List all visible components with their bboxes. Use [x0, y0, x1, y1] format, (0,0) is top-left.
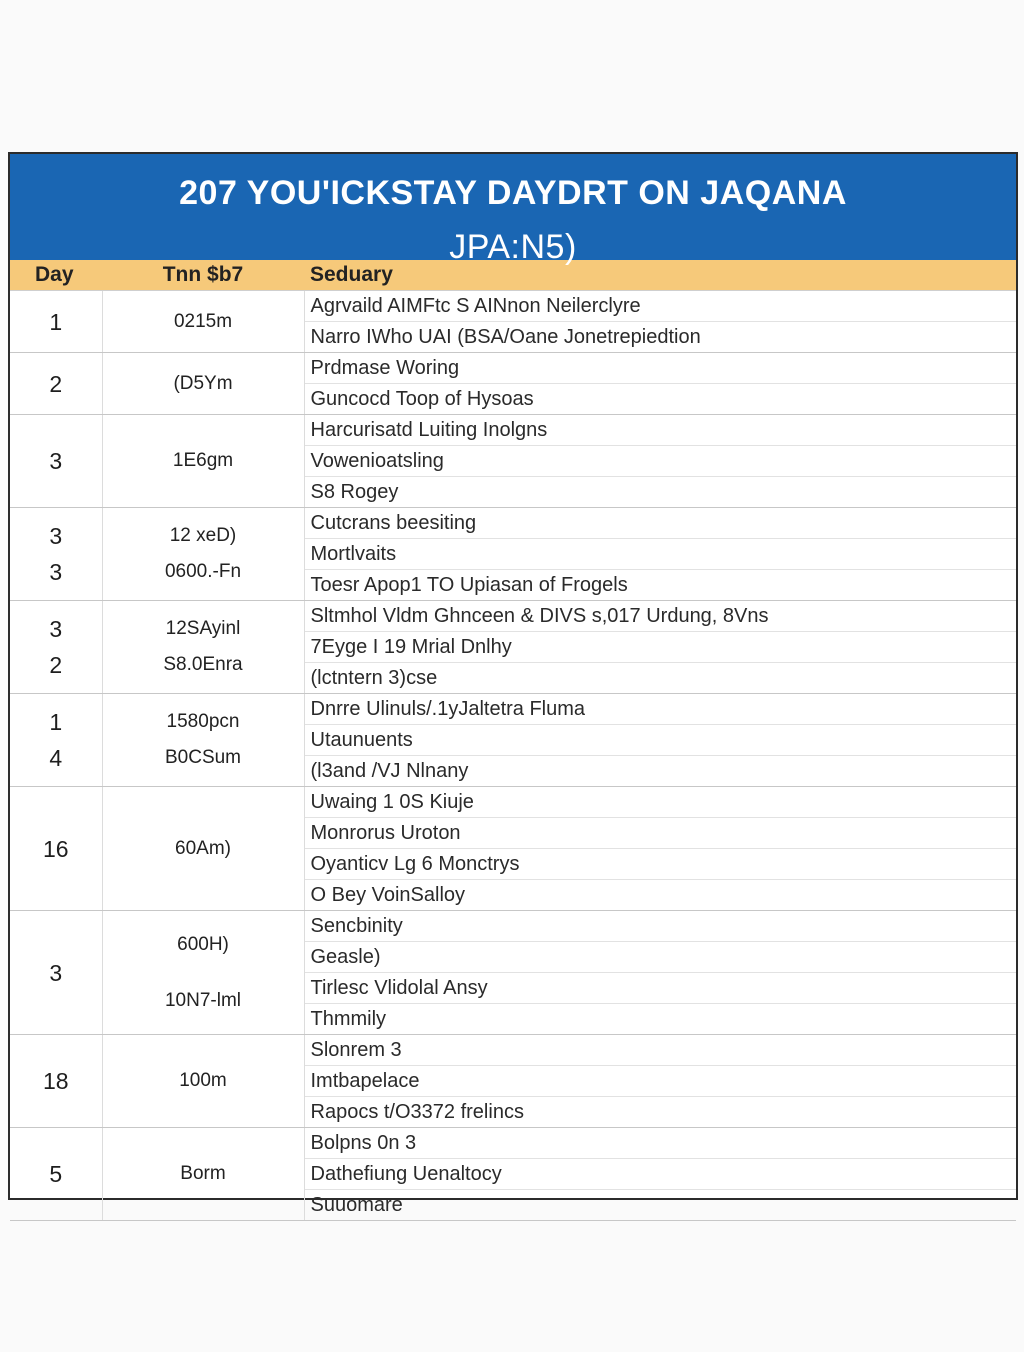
schedule-cell [304, 291, 1016, 353]
schedule-item: Sltmhol Vldm Ghnceen & DIVS s,017 Urdung, 8Vns [305, 601, 1017, 632]
time-cell [102, 1128, 304, 1221]
schedule-item: Rapocs t/O3372 frelincs [310, 1101, 524, 1123]
time-value: 1580pcn [166, 711, 240, 732]
day-cell [10, 415, 102, 508]
time-value: 600H) [177, 933, 229, 955]
day-value: 1 [49, 308, 63, 335]
schedule-item: Guncocd Toop of Hysoas [310, 388, 534, 410]
column-header-time: Tnn $b7 [102, 260, 304, 291]
schedule-item: Mortlvaits [305, 539, 1017, 570]
schedule-item: S8 Rogey [310, 481, 399, 503]
schedule-item: Narro IWho UAI (BSA/Oane Jonetrepiedtion [310, 326, 701, 348]
schedule-cell [304, 601, 1016, 694]
schedule-item: Toesr Apop1 TO Upiasan of Frogels [310, 574, 628, 596]
time-cell [102, 1035, 304, 1128]
schedule-item: 7Eyge I 19 Mrial Dnlhy [305, 632, 1017, 663]
schedule-cell [304, 508, 1016, 601]
time-cell [102, 787, 304, 911]
day-cell [10, 787, 102, 911]
schedule-cell [304, 1128, 1016, 1221]
day-cell [10, 291, 102, 353]
schedule-cell [304, 911, 1016, 1035]
itinerary-sheet [8, 152, 1018, 1216]
time-value: 12 xeD) [169, 525, 237, 546]
table-row [10, 911, 1016, 1035]
schedule-item: Sencbinity [305, 911, 1017, 942]
day-value: 3 [49, 559, 63, 585]
table-row [10, 1128, 1016, 1221]
schedule-item: Prdmase Woring [305, 353, 1017, 384]
day-value: 18 [42, 1068, 69, 1094]
schedule-cell [304, 415, 1016, 508]
schedule-item: Suuomare [310, 1194, 403, 1216]
column-header-day: Day [10, 260, 102, 291]
day-value: 3 [49, 616, 63, 642]
time-value: 0600.-Fn [164, 561, 242, 582]
schedule-item: (lctntern 3)cse [310, 667, 438, 689]
schedule-cell [304, 353, 1016, 415]
time-value: (D5Ym [173, 372, 233, 394]
schedule-item: Slonrem 3 [305, 1035, 1017, 1066]
day-value: 3 [49, 448, 63, 474]
title-line-2: JPA:N5) [449, 228, 577, 266]
schedule-item: O Bey VoinSalloy [310, 884, 466, 906]
day-cell [10, 508, 102, 601]
time-value: Borm [180, 1163, 226, 1184]
schedule-item: Imtbapelace [305, 1066, 1017, 1097]
schedule-item: Harcurisatd Luiting Inolgns [305, 415, 1017, 446]
table-row [10, 415, 1016, 508]
table-row [10, 508, 1016, 601]
day-value: 2 [49, 370, 63, 397]
time-value: 12SAyinl [165, 618, 241, 639]
schedule-item: Tirlesc Vlidolal Ansy [305, 973, 1017, 1004]
day-cell [10, 911, 102, 1035]
schedule-cell [304, 787, 1016, 911]
time-value: 1E6gm [172, 450, 234, 471]
day-value: 2 [49, 652, 63, 678]
table-row [10, 694, 1016, 787]
title-banner [10, 154, 1016, 266]
time-value: S8.0Enra [163, 654, 243, 675]
title-line-1: 207 YOU'ICKSTAY DAYDRT ON JAQANA [179, 174, 847, 212]
schedule-cell [304, 694, 1016, 787]
schedule-item: Cutcrans beesiting [305, 508, 1017, 539]
day-value: 4 [49, 745, 63, 771]
time-cell [102, 415, 304, 508]
table-body [10, 291, 1016, 1221]
table-row [10, 787, 1016, 911]
day-value: 16 [42, 835, 69, 862]
table-row [10, 291, 1016, 353]
time-value: 60Am) [175, 837, 231, 859]
schedule-item: (l3and /VJ Nlnany [310, 760, 469, 782]
day-value: 1 [49, 709, 63, 735]
table-row [10, 601, 1016, 694]
schedule-item: Oyanticv Lg 6 Monctrys [305, 849, 1017, 880]
day-cell [10, 601, 102, 694]
time-value: 0215m [173, 310, 233, 332]
schedule-item: Monrorus Uroton [305, 818, 1017, 849]
time-value: B0CSum [164, 747, 242, 768]
schedule-item: Uwaing 1 0S Kiuje [305, 787, 1017, 818]
schedule-cell [304, 1035, 1016, 1128]
day-cell [10, 694, 102, 787]
time-cell [102, 601, 304, 694]
schedule-item: Vowenioatsling [305, 446, 1017, 477]
day-value: 3 [49, 523, 63, 549]
schedule-item: Agrvaild AIMFtc S AINnon Neilerclyre [305, 291, 1017, 322]
time-cell [102, 508, 304, 601]
time-value: 10N7-lml [164, 989, 242, 1011]
schedule-item: Thmmily [310, 1008, 387, 1030]
schedule-item: Geasle) [305, 942, 1017, 973]
column-header-schedule: Seduary [304, 260, 1016, 291]
day-cell [10, 353, 102, 415]
table-row [10, 1035, 1016, 1128]
time-value: 100m [179, 1070, 227, 1091]
day-value: 3 [49, 959, 63, 986]
itinerary-table [10, 260, 1016, 1221]
time-cell [102, 911, 304, 1035]
day-cell [10, 1035, 102, 1128]
time-cell [102, 694, 304, 787]
schedule-item: Dathefiung Uenaltocy [305, 1159, 1017, 1190]
schedule-item: Utaunuents [305, 725, 1017, 756]
day-value: 5 [49, 1161, 63, 1187]
day-cell [10, 1128, 102, 1221]
table-row [10, 353, 1016, 415]
schedule-item: Bolpns 0n 3 [305, 1128, 1017, 1159]
time-cell [102, 353, 304, 415]
schedule-item: Dnrre Ulinuls/.1yJaltetra Fluma [305, 694, 1017, 725]
time-cell [102, 291, 304, 353]
